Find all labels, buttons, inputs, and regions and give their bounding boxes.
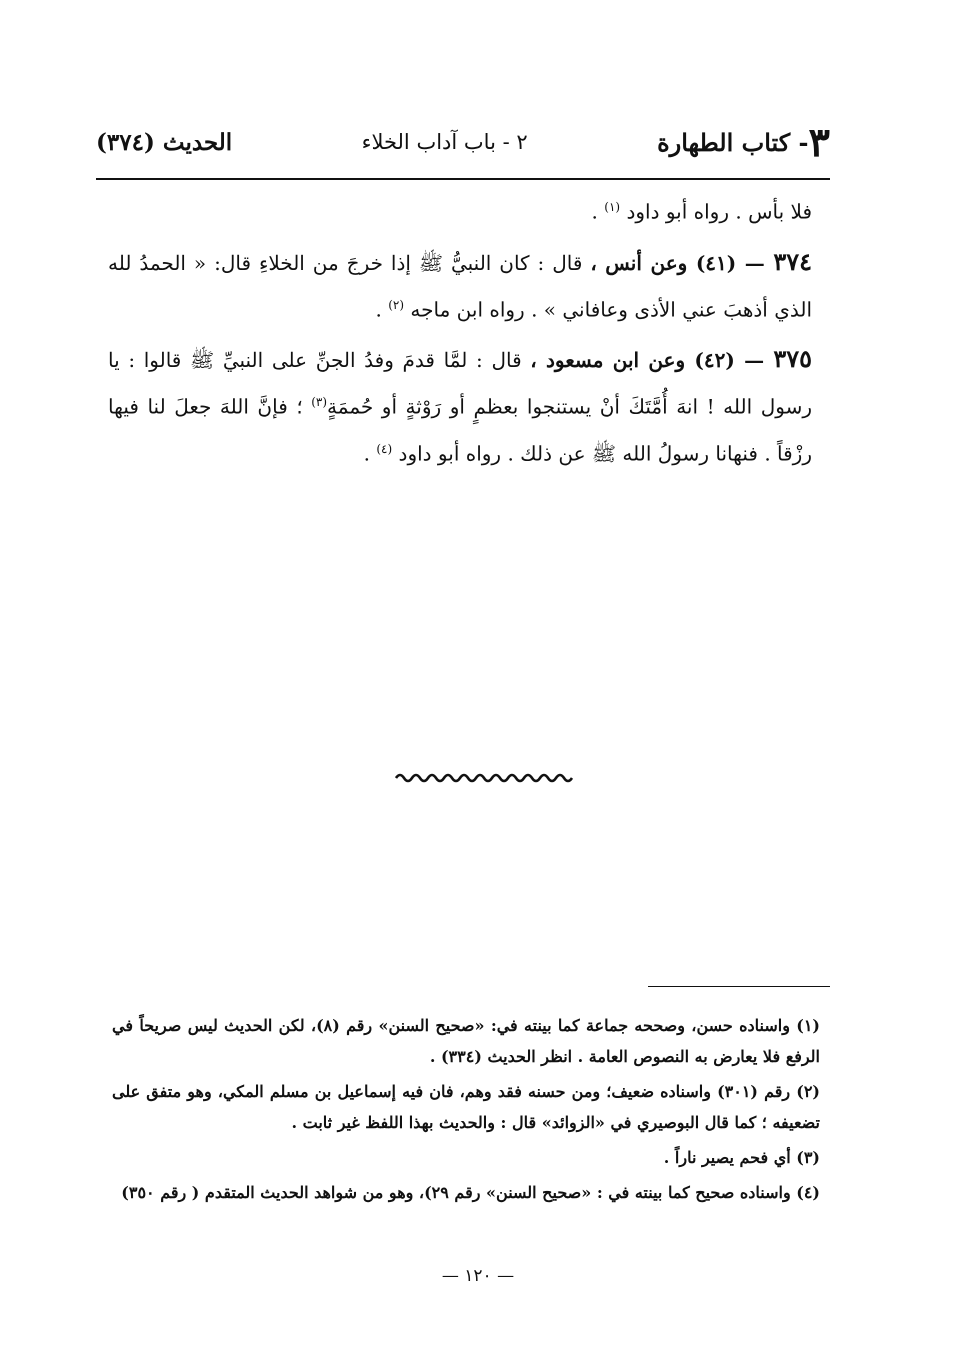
hadith-text-end: . bbox=[363, 441, 377, 466]
running-header bbox=[96, 112, 830, 172]
footnote-1: (١) واسناده حسن، وصححه جماعة كما بينته في: «صحيح السنن» رقم (٨)، لكن الحديث ليس صريحاً في الرفع فلا يعارض به النصوص العامة . انظر الحديث (٣٣٤) . bbox=[112, 1016, 820, 1066]
hadith-lead: — (٤٢) وعن ابن مسعود ، bbox=[530, 348, 774, 373]
hadith-text-continued: ؛ فإنَّ اللهَ جعلَ لنا فيها رزْقاً . فنهانا رسولُ الله ﷺ عن ذلك . رواه أبو داود bbox=[108, 394, 812, 466]
hadith-range: الحديث (٣٧٤) bbox=[96, 128, 233, 156]
hadith-375 bbox=[108, 338, 812, 474]
footnote-ref: (١) bbox=[604, 200, 621, 214]
continuation-text: فلا بأس . رواه أبو داود bbox=[626, 199, 812, 224]
footnote-ref: (٤) bbox=[376, 441, 393, 456]
chapter-number: ٣ bbox=[808, 118, 830, 166]
hadith-text-end: . bbox=[375, 297, 389, 322]
hadith-number: ٣٧٤ bbox=[773, 246, 812, 276]
footnotes bbox=[112, 1010, 820, 1212]
hadith-text: قال : لمَّا قدمَ وفدُ الجنِّ على النبيِّ ﷺ قالوا : يا رسول الله ! انهَ أُمَّتَكَ أنْ يستنجوا بعظمٍ أو رَوْثةٍ أو حُممَةٍ bbox=[108, 348, 812, 419]
footnote-4: (٤) واسناده صحيح كما بينته في : «صحيح السنن» رقم ٢٩)، وهو من شواهد الحديث المتقدم ( رقم ٣٥٠) bbox=[121, 1183, 820, 1202]
footnote-3: (٣) أي فحم يصير ناراً . bbox=[663, 1148, 820, 1167]
hadith-text: قال : كان النبيُّ ﷺ إذا خرجَ من الخلاءِ قال: « الحمدُ لله الذي أذهبَ عني الأذى وعافاني » . رواه ابن ماجه bbox=[108, 250, 812, 322]
chapter-title bbox=[657, 119, 830, 166]
chapter-name: - كتاب الطهارة bbox=[657, 127, 809, 157]
section-title: ٢ - باب آداب الخلاء bbox=[361, 130, 528, 154]
continuation-end: . bbox=[591, 199, 605, 224]
footnote-ref: (٣) bbox=[311, 395, 328, 410]
wavy-divider-ornament bbox=[394, 770, 574, 786]
header-rule bbox=[96, 178, 830, 180]
footnote-2: (٢) رقم (٣٠١) واسناده ضعيف؛ ومن حسنه فقد وهم، فان فيه إسماعيل بن مسلم المكي، وهو متفق على تضعيفه ؛ كما قال البوصيري في «الزوائد» قال : والحديث بهذا اللفظ غير ثابت . bbox=[112, 1082, 820, 1132]
footnote-rule bbox=[648, 986, 830, 987]
hadith-374 bbox=[108, 241, 812, 331]
hadith-number: ٣٧٥ bbox=[773, 344, 813, 374]
continuation-paragraph bbox=[108, 186, 812, 233]
main-text bbox=[108, 186, 812, 483]
page-number: — ١٢٠ — bbox=[441, 1266, 515, 1286]
footnote-ref: (٢) bbox=[388, 297, 405, 312]
hadith-lead: — (٤١) وعن أنس ، bbox=[590, 250, 774, 275]
